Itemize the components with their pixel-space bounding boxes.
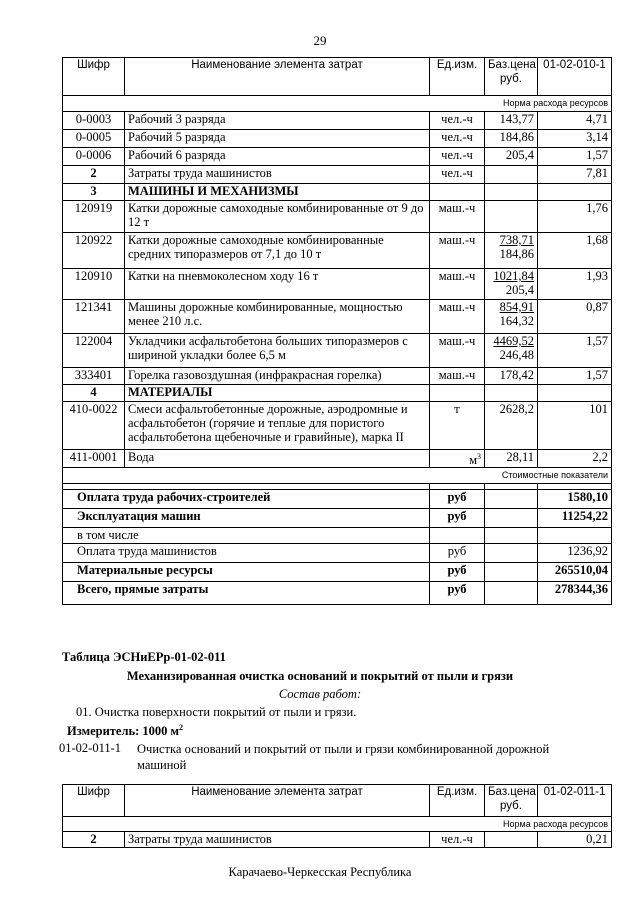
row-name: Вода <box>125 450 430 468</box>
summary-row: Оплата труда машинистов руб 1236,92 <box>63 544 612 563</box>
resource-table-2 <box>62 784 612 848</box>
row-price: 143,77 <box>485 112 538 130</box>
row-code: 2 <box>63 832 125 848</box>
summary-row: Материальные ресурсы руб 265510,04 <box>63 563 612 582</box>
table-row <box>63 112 612 130</box>
norm-label-row <box>63 96 612 112</box>
table-row <box>63 832 612 848</box>
table-row <box>63 368 612 385</box>
row-price: 738,71 184,86 <box>485 233 538 269</box>
row-code: 120919 <box>63 201 125 233</box>
row-unit: чел.-ч <box>430 832 485 848</box>
row-value: 1,68 <box>538 233 612 269</box>
row-code: 120922 <box>63 233 125 269</box>
col-header-unit: Ед.изм. <box>430 785 485 817</box>
row-unit: маш.-ч <box>430 368 485 385</box>
row-code: 411-0001 <box>63 450 125 468</box>
col-header-name: Наименование элемента затрат <box>125 58 430 96</box>
row-name: Укладчики асфальтобетона больших типоразмеров с шириной укладки более 6,5 м <box>125 334 430 368</box>
row-name: Катки дорожные самоходные комбинированные от 9 до 12 т <box>125 201 430 233</box>
row-name: Рабочий 3 разряда <box>125 112 430 130</box>
row-code: 333401 <box>63 368 125 385</box>
table-row <box>63 201 612 233</box>
summary-row: в том числе <box>63 528 612 544</box>
row-code: 410-0022 <box>63 402 125 450</box>
row-unit: чел.-ч <box>430 148 485 166</box>
col-header-unit: Ед.изм. <box>430 58 485 96</box>
row-name: Рабочий 6 разряда <box>125 148 430 166</box>
table-header-row <box>63 58 612 96</box>
row-value: 101 <box>538 402 612 450</box>
summary-row: Всего, прямые затраты руб 278344,36 <box>63 582 612 605</box>
table-row <box>63 334 612 368</box>
row-name: Затраты труда машинистов <box>125 166 430 184</box>
row-name: Рабочий 5 разряда <box>125 130 430 148</box>
row-code: 120910 <box>63 269 125 300</box>
col-header-norm-code: 01-02-011-1 <box>538 785 612 817</box>
row-price: 4469,52 246,48 <box>485 334 538 368</box>
row-price: 854,91 164,32 <box>485 300 538 334</box>
row-unit: $м^3$ <box>430 450 485 468</box>
row-name: Катки дорожные самоходные комбинированные средних типоразмеров от 7,1 до 10 т <box>125 233 430 269</box>
row-price: 28,11 <box>485 450 538 468</box>
row-unit: чел.-ч <box>430 112 485 130</box>
section-code: 4 <box>63 385 125 402</box>
row-code: 0-0006 <box>63 148 125 166</box>
section-title: МАТЕРИАЛЫ <box>125 385 430 402</box>
row-name: Смеси асфальтобетонные дорожные, аэродромные и асфальтобетон (горячие и теплые для пористого асфальтобетона щебеночные и гравийные), марка II <box>125 402 430 450</box>
row-unit: маш.-ч <box>430 334 485 368</box>
table-row <box>63 130 612 148</box>
row-unit: маш.-ч <box>430 269 485 300</box>
row-price: 184,86 <box>485 130 538 148</box>
table-row <box>63 402 612 450</box>
row-price: 1021,84 205,4 <box>485 269 538 300</box>
table-header-row <box>63 785 612 817</box>
row-value: 3,14 <box>538 130 612 148</box>
row-name: Машины дорожные комбинированные, мощностью менее 210 л.с. <box>125 300 430 334</box>
cost-label: Стоимостные показатели <box>63 468 612 484</box>
col-header-price: Баз.цена руб. <box>485 58 538 96</box>
section-row <box>63 184 612 201</box>
summary-row: Эксплуатация машин руб 11254,22 <box>63 509 612 528</box>
row-value: 7,81 <box>538 166 612 184</box>
work-step: 01. Очистка поверхности покрытий от пыли и грязи. <box>76 705 357 719</box>
row-code: 122004 <box>63 334 125 368</box>
row-unit: чел.-ч <box>430 166 485 184</box>
row-unit: чел.-ч <box>430 130 485 148</box>
resource-table <box>62 57 612 605</box>
section-row <box>63 385 612 402</box>
cost-label-row <box>63 468 612 484</box>
col-header-code: Шифр <box>63 58 125 96</box>
table-row <box>63 148 612 166</box>
row-price: 205,4 <box>485 148 538 166</box>
table-row <box>63 300 612 334</box>
norm-label: Норма расхода ресурсов <box>63 96 612 112</box>
composition-label: Состав работ: <box>278 687 362 701</box>
row-name: Катки на пневмоколесном ходу 16 т <box>125 269 430 300</box>
row-value: 2,2 <box>538 450 612 468</box>
row-value: 1,93 <box>538 269 612 300</box>
section-code: 3 <box>63 184 125 201</box>
row-value: 0,87 <box>538 300 612 334</box>
row-code: 2 <box>63 166 125 184</box>
row-unit: маш.-ч <box>430 201 485 233</box>
row-name: Горелка газовоздушная (инфракрасная горелка) <box>125 368 430 385</box>
table2-subtitle: Механизированная очистка оснований и покрытий от пыли и грязи <box>126 669 514 683</box>
table-row <box>63 233 612 269</box>
col-header-code: Шифр <box>63 785 125 817</box>
row-value: 1,57 <box>538 368 612 385</box>
row-code: 0-0003 <box>63 112 125 130</box>
row-value: 1,57 <box>538 334 612 368</box>
row-price: 2628,2 <box>485 402 538 450</box>
col-header-price: Баз.цена руб. <box>485 785 538 817</box>
table-row <box>63 450 612 468</box>
col-header-norm-code: 01-02-010-1 <box>538 58 612 96</box>
summary-row: Оплата труда рабочих-строителей руб 1580,10 <box>63 490 612 509</box>
row-price: 178,42 <box>485 368 538 385</box>
norm-label-row <box>63 817 612 832</box>
row-value: 4,71 <box>538 112 612 130</box>
row-unit: маш.-ч <box>430 300 485 334</box>
table2-title: Таблица ЭСНиЕРр-01-02-011 <box>62 650 226 664</box>
section-title: МАШИНЫ И МЕХАНИЗМЫ <box>125 184 430 201</box>
row-name: Затраты труда машинистов <box>125 832 430 848</box>
row-code: 121341 <box>63 300 125 334</box>
item-text: Очистка оснований и покрытий от пыли и грязи комбинированной дорожной машиной <box>137 742 550 772</box>
page-footer: Карачаево-Черкесская Республика <box>228 865 412 879</box>
table-row <box>63 166 612 184</box>
norm-label: Норма расхода ресурсов <box>63 817 612 832</box>
row-value: 1,76 <box>538 201 612 233</box>
row-code: 0-0005 <box>63 130 125 148</box>
measure-label: Измеритель: 1000 $м^2$ <box>67 723 184 739</box>
col-header-name: Наименование элемента затрат <box>125 785 430 817</box>
row-unit: маш.-ч <box>430 233 485 269</box>
page-number: 29 <box>313 33 327 48</box>
item-code: 01-02-011-1 <box>59 741 122 755</box>
table-row <box>63 269 612 300</box>
row-unit: т <box>430 402 485 450</box>
row-value: 0,21 <box>538 832 612 848</box>
row-value: 1,57 <box>538 148 612 166</box>
